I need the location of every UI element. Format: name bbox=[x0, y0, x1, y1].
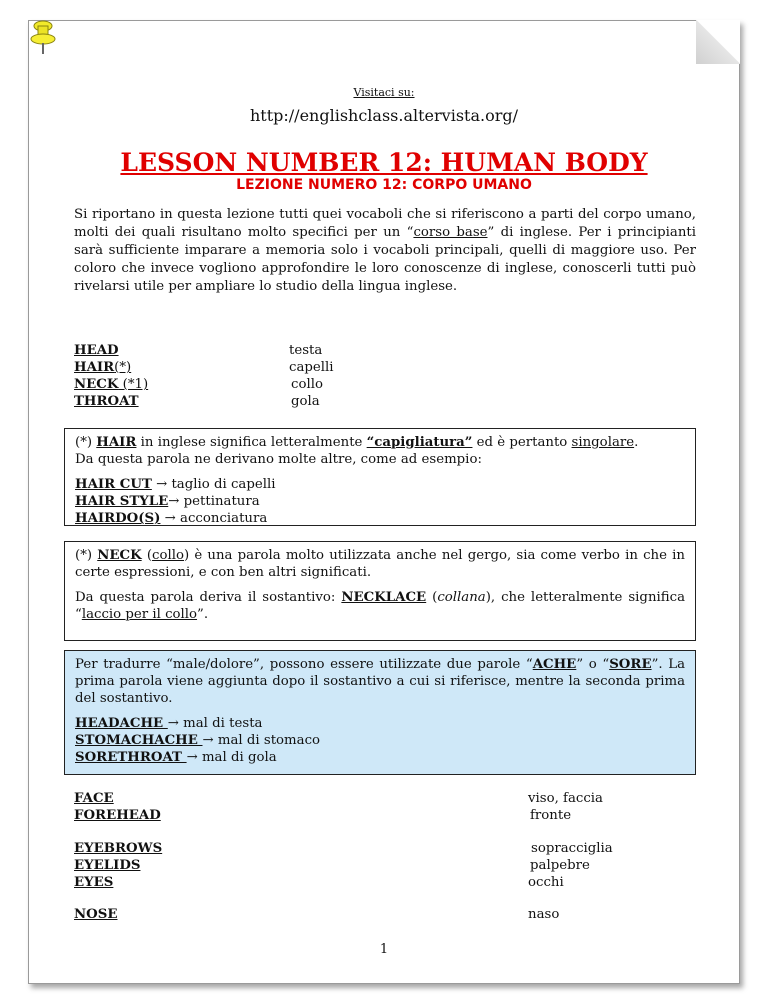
vocab-row bbox=[74, 874, 694, 891]
page-title: LESSON NUMBER 12: HUMAN BODY bbox=[120, 148, 648, 177]
vocab-translation: naso bbox=[528, 907, 560, 922]
vocab-row bbox=[74, 376, 474, 393]
vocab-list-face bbox=[74, 790, 694, 824]
ache-example-item: STOMACHACHE → mal di stomaco bbox=[75, 733, 321, 748]
vocab-translation: fronte bbox=[530, 808, 572, 823]
vocab-row bbox=[74, 840, 694, 857]
hair-note-line2: Da questa parola ne derivano molte altre, come ad esempio: bbox=[75, 452, 482, 467]
vocab-row bbox=[74, 359, 474, 376]
vocab-list-nose bbox=[74, 906, 694, 923]
hair-derived-item: HAIR CUT → taglio di capelli bbox=[75, 477, 276, 492]
vocab-term: HEAD bbox=[74, 343, 119, 358]
vocab-term: EYELIDS bbox=[74, 858, 141, 873]
vocab-term: EYES bbox=[74, 875, 114, 890]
hair-note-text: (*) HAIR in inglese significa letteralmente “capigliatura” ed è pertanto singolare. bbox=[75, 435, 639, 450]
site-url[interactable]: http://englishclass.altervista.org/ bbox=[249, 106, 518, 125]
vocab-translation: sopracciglia bbox=[531, 841, 613, 856]
vocab-translation: gola bbox=[291, 394, 320, 409]
vocab-term: NOSE bbox=[74, 907, 118, 922]
vocab-translation: testa bbox=[289, 343, 323, 358]
intro-text-2: ” di inglese. Per i principianti sarà sufficiente imparare a memoria solo i vocaboli principali, quelli di maggiore uso. Per coloro che invece vogliono approfondire le loro conoscenze di inglese, conoscerli tutti può rivelarsi utile per ampliare lo studio della lingua inglese. bbox=[74, 225, 697, 294]
neck-note-text: (*) NECK (collo) è una parola molto utilizzata anche nel gergo, sia come verbo in che in certe espressioni, e con ben altri significati. bbox=[75, 548, 685, 580]
necklace-note-text: Da questa parola deriva il sostantivo: NECKLACE (collana), che letteralmente significa “laccio per il collo”. bbox=[75, 590, 686, 622]
hair-derived-item: HAIRDO(S) → acconciatura bbox=[75, 511, 268, 526]
vocab-term: EYEBROWS bbox=[74, 841, 163, 856]
vocab-row bbox=[74, 790, 694, 807]
neck-note-box bbox=[64, 541, 696, 641]
ache-example-item: HEADACHE → mal di testa bbox=[75, 716, 263, 731]
ache-note-text: Per tradurre “male/dolore”, possono essere utilizzate due parole “ACHE” o “SORE”. La prima parola viene aggiunta dopo il sostantivo a cui si riferisce, mentre la seconda prima del sostantivo. bbox=[75, 657, 685, 706]
intro-text-1: Si riportano in questa lezione tutti quei vocaboli che si riferiscono a parti del corpo umano, molti dei quali risultano molto specifici per un “ bbox=[74, 207, 696, 240]
vocab-term: HAIR(*) bbox=[74, 360, 132, 375]
page-subtitle: LEZIONE NUMERO 12: CORPO UMANO bbox=[236, 177, 532, 193]
vocab-term: FACE bbox=[74, 791, 114, 806]
pushpin-icon bbox=[30, 20, 56, 56]
vocab-term: NECK (*1) bbox=[74, 377, 149, 392]
vocab-translation: capelli bbox=[289, 360, 334, 375]
hair-note-box bbox=[64, 428, 696, 526]
vocab-row bbox=[74, 342, 474, 359]
vocab-list-eyes bbox=[74, 840, 694, 891]
vocab-list-head bbox=[74, 342, 474, 410]
vocab-translation: viso, faccia bbox=[528, 791, 603, 806]
vocab-term: THROAT bbox=[74, 394, 139, 409]
vocab-translation: collo bbox=[291, 377, 323, 392]
corso-base-link: corso base bbox=[413, 225, 488, 240]
intro-paragraph bbox=[74, 206, 696, 296]
vocab-row bbox=[74, 857, 694, 874]
ache-example-item: SORETHROAT → mal di gola bbox=[75, 750, 277, 765]
vocab-row bbox=[74, 807, 694, 824]
visit-label: Visitaci su: bbox=[353, 86, 415, 99]
vocab-row bbox=[74, 906, 694, 923]
vocab-translation: palpebre bbox=[530, 858, 590, 873]
ache-note-box bbox=[64, 650, 696, 775]
page-curl bbox=[696, 20, 740, 64]
vocab-row bbox=[74, 393, 474, 410]
page-number: 1 bbox=[379, 942, 389, 957]
vocab-term: FOREHEAD bbox=[74, 808, 161, 823]
vocab-translation: occhi bbox=[528, 875, 564, 890]
hair-derived-item: HAIR STYLE→ pettinatura bbox=[75, 494, 260, 509]
